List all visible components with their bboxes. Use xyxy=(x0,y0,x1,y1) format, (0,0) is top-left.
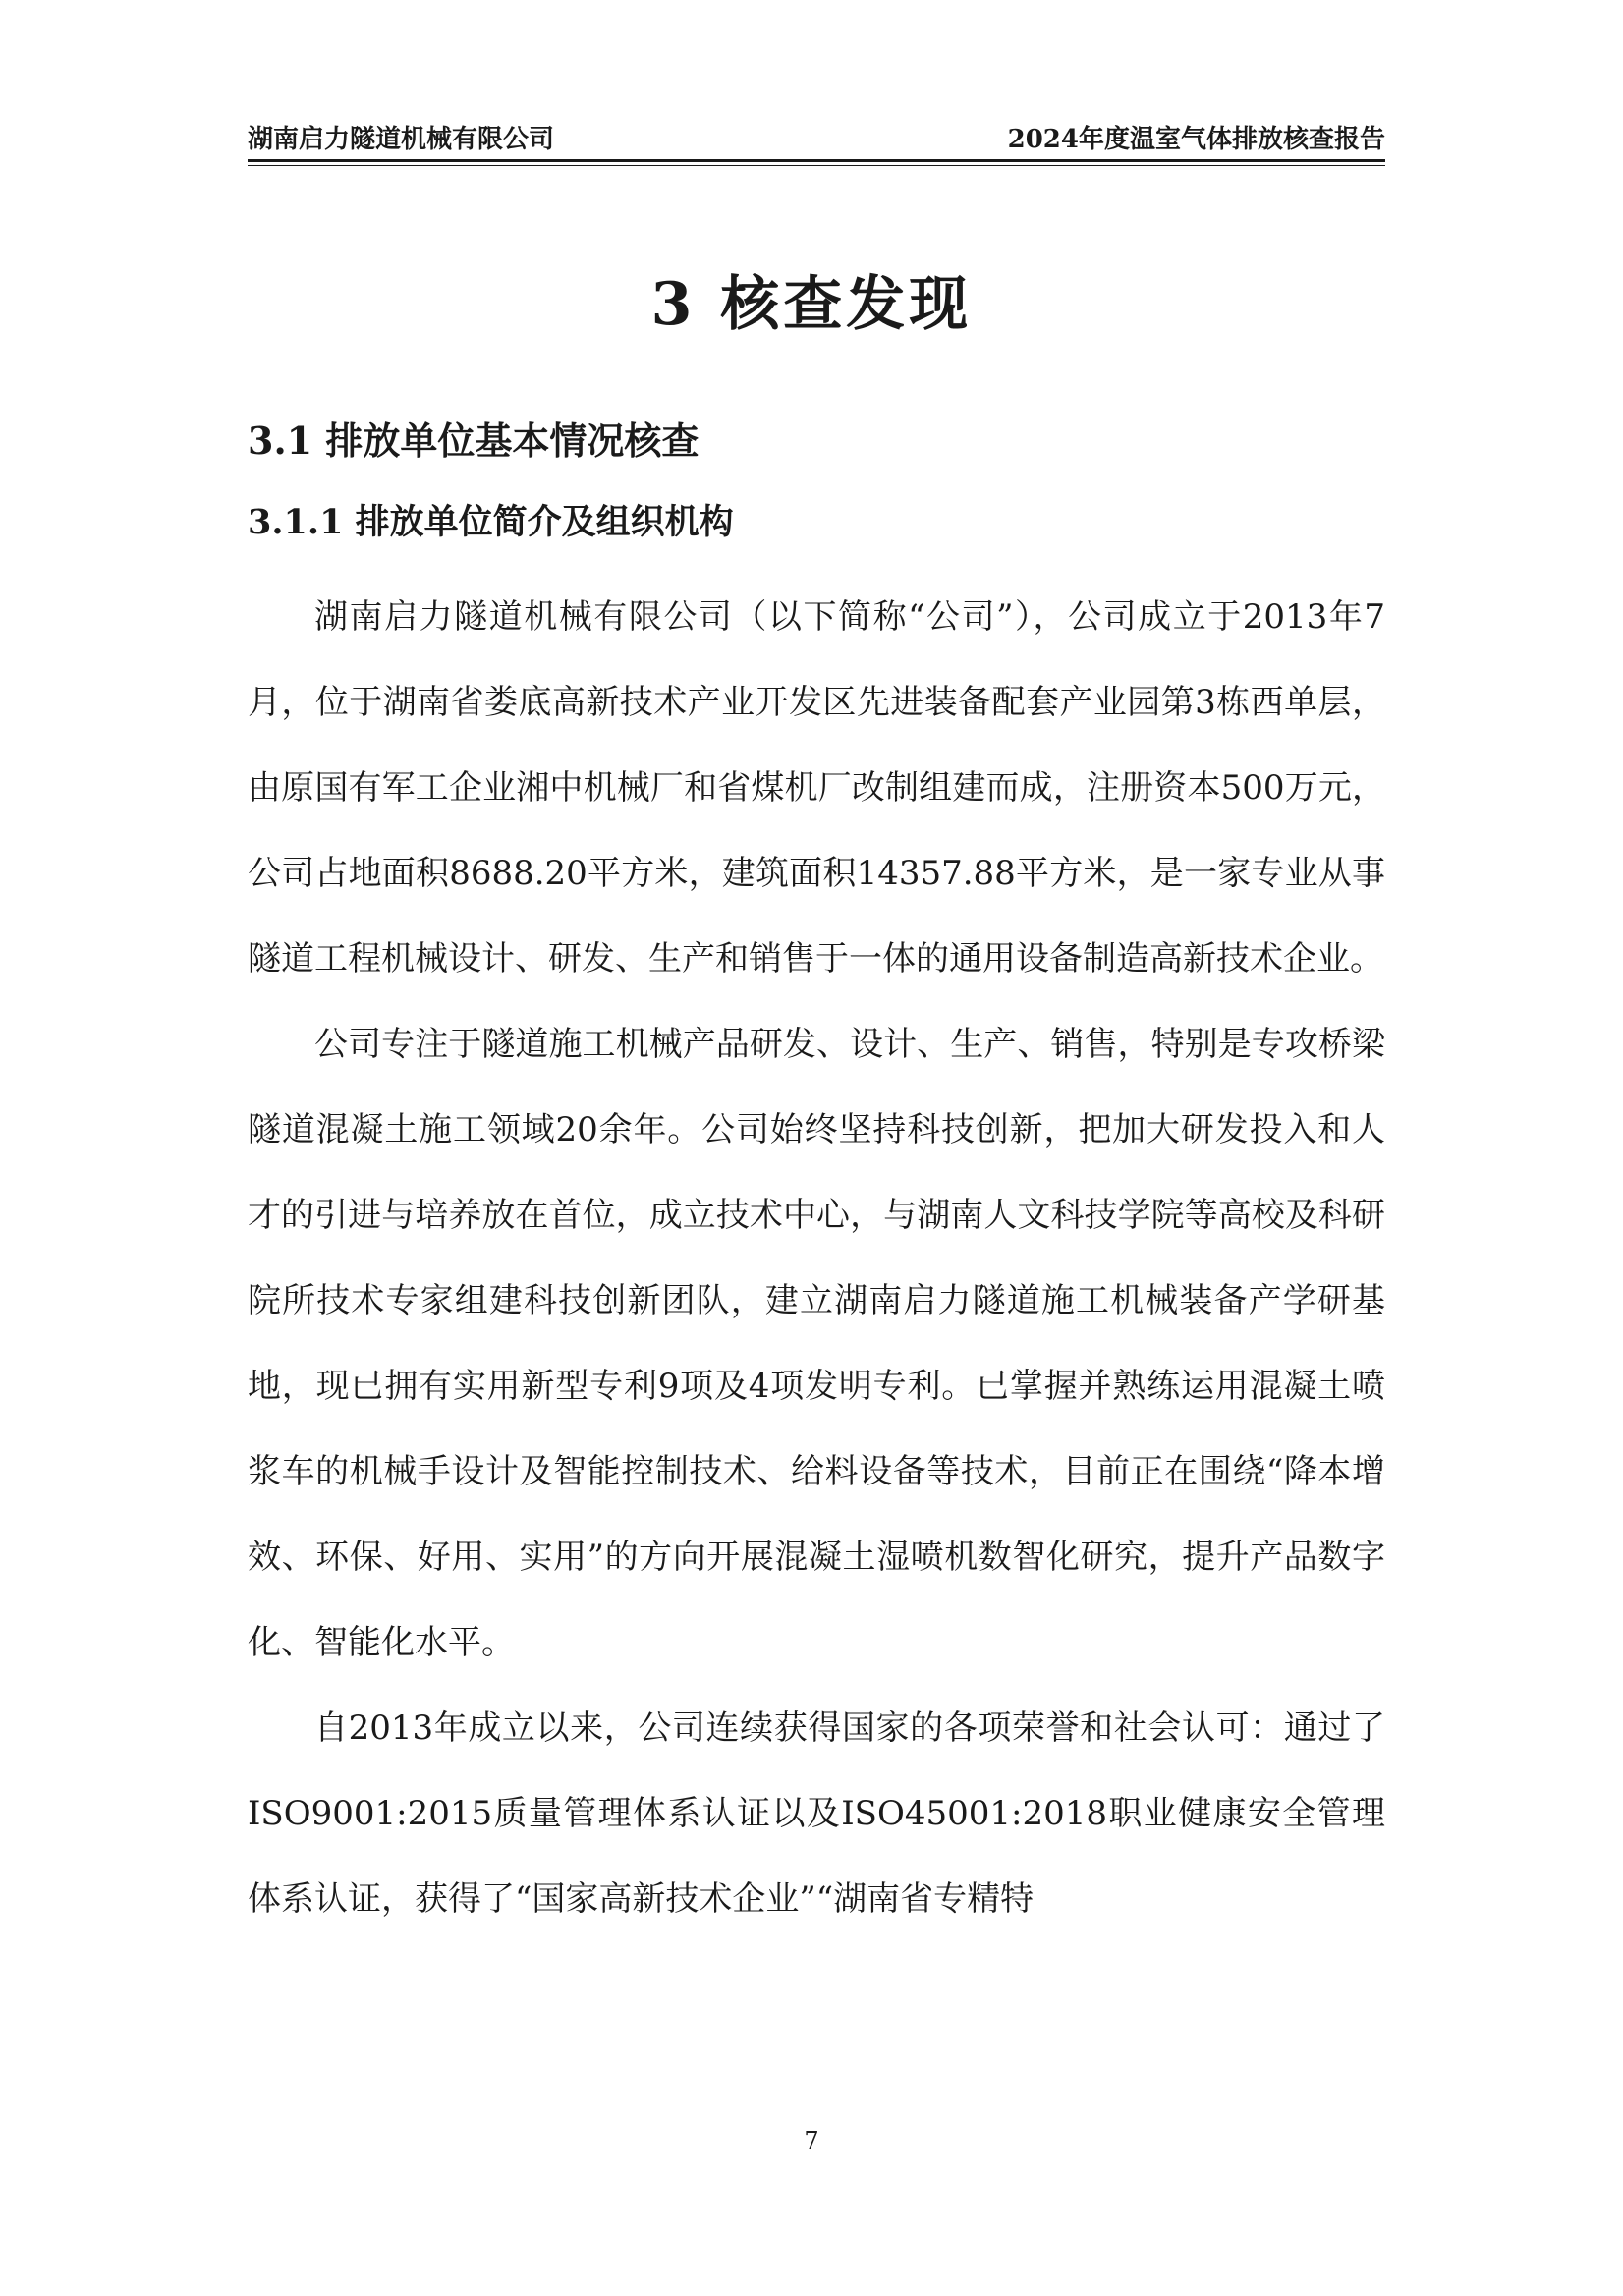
section-heading: 3.1 排放单位基本情况核查 xyxy=(248,419,700,463)
paragraph-company-intro: 湖南启力隧道机械有限公司（以下简称“公司”），公司成立于2013年7月，位于湖南省娄底高新技术产业开发区先进装备配套产业园第3栋西单层，由原国有军工企业湘中机械厂和省煤机厂改制组建而成，注册资本500万元，公司占地面积8688.20平方米，建筑面积14357.88平方米，是一家专业从事隧道工程机械设计、研发、生产和销售于一体的通用设备制造高新技术企业。 xyxy=(248,597,1385,979)
header-company-name: 湖南启力隧道机械有限公司 xyxy=(248,125,555,154)
paragraph-company-honors: 自2013年成立以来，公司连续获得国家的各项荣誉和社会认可：通过了ISO9001:2015质量管理体系认证以及ISO45001:2018职业健康安全管理体系认证，获得了“国家高新技术企业”“湖南省专精特 xyxy=(248,1708,1385,1919)
page-number: 7 xyxy=(804,2127,819,2155)
header-rule-thin xyxy=(248,165,1385,166)
body-text xyxy=(248,575,1385,1942)
header-rule-thick xyxy=(248,159,1385,162)
chapter-title: 3 核查发现 xyxy=(650,270,973,339)
paragraph-company-focus: 公司专注于隧道施工机械产品研发、设计、生产、销售，特别是专攻桥梁隧道混凝土施工领域20余年。公司始终坚持科技创新，把加大研发投入和人才的引进与培养放在首位，成立技术中心，与湖南人文科技学院等高校及科研院所技术专家组建科技创新团队，建立湖南启力隧道施工机械装备产学研基地，现已拥有实用新型专利9项及4项发明专利。已掌握并熟练运用混凝土喷浆车的机械手设计及智能控制技术、给料设备等技术，目前正在围绕“降本增效、环保、好用、实用”的方向开展混凝土湿喷机数智化研究，提升产品数字化、智能化水平。 xyxy=(248,1025,1385,1662)
header-report-title: 2024年度温室气体排放核查报告 xyxy=(1007,125,1385,154)
subsection-heading: 3.1.1 排放单位简介及组织机构 xyxy=(248,502,734,542)
running-header xyxy=(248,118,1385,155)
